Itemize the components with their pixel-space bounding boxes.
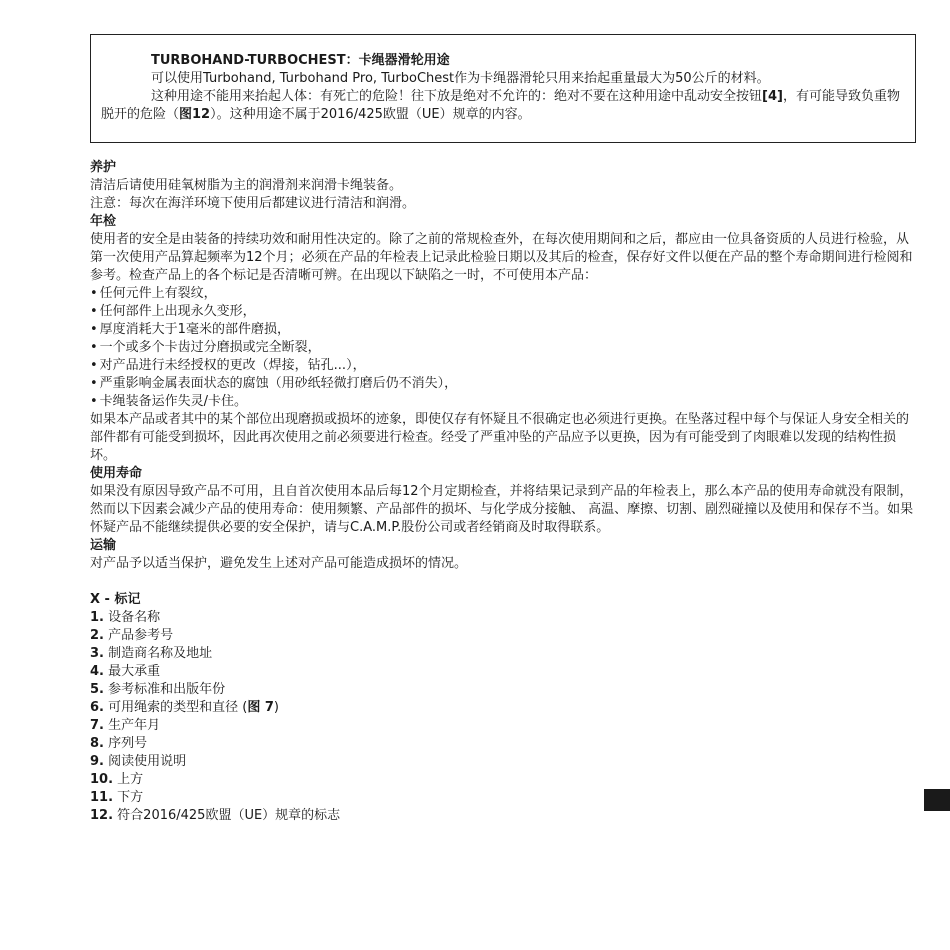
notice-text: ）。这种用途不属于2016/425欧盟（UE）规章的内容。 [210, 107, 531, 122]
marking-number: 10. [90, 772, 114, 787]
marking-item [90, 753, 916, 771]
transport-text: 对产品予以适当保护，避免发生上述对产品可能造成损坏的情况。 [90, 556, 468, 571]
marking-text: 可用绳索的类型和直径 ( [108, 700, 248, 715]
inspection-outro: 如果本产品或者其中的某个部位出现磨损或损坏的迹象，即使仅存有怀疑且不很确定也必须进行更换。在坠落过程中每个与保证人身安全相关的部件都有可能受到损坏，因此再次使用之前必须要进行检查。经受了严重冲坠的产品应予以更换，因为有可能受到了肉眼难以发现的结构性损坏。 [90, 412, 910, 463]
marking-text: 符合2016/425欧盟（UE）规章的标志 [117, 808, 341, 823]
marking-item [90, 627, 916, 645]
notice-paragraph-2 [101, 88, 905, 124]
marking-text: 上方 [117, 772, 144, 787]
notice-button-ref: [4] [762, 89, 783, 104]
defect-item: • 任何元件上有裂纹， [90, 285, 916, 303]
notice-figure-ref: 图12 [179, 107, 211, 122]
section-spacer [90, 573, 916, 591]
marking-number: 4. [90, 664, 104, 679]
marking-number: 12. [90, 808, 114, 823]
care-line-1: 清洁后请使用硅氧树脂为主的润滑剂来润滑卡绳装备。 [90, 178, 403, 193]
marking-number: 11. [90, 790, 114, 805]
lifespan-text: 如果没有原因导致产品不可用，且自首次使用本品后每12个月定期检查，并将结果记录到产品的年检表上，那么本产品的使用寿命就没有限制， 然而以下因素会减少产品的使用寿命：使用频繁、产品部件的损坏、与化学成分接触、 高温、摩擦、切割、剧烈碰撞以及使用和保存不当。如果怀疑产品不能继续提供必要的安全保护，请与C.A.M.P.股份公司或者经销商及时取得联系。 [90, 484, 914, 535]
marking-text: 参考标准和出版年份 [108, 682, 226, 697]
markings-list [90, 609, 916, 825]
markings-heading: X - 标记 [90, 592, 141, 607]
marking-text: ) [273, 700, 279, 715]
marking-item [90, 663, 916, 681]
usage-notice-box [90, 34, 916, 143]
marking-text: 最大承重 [108, 664, 161, 679]
marking-item [90, 771, 916, 789]
inspection-heading: 年检 [90, 214, 117, 229]
document-page [90, 34, 916, 825]
marking-text: 产品参考号 [108, 628, 174, 643]
notice-title: TURBOHAND-TURBOCHEST：卡绳器滑轮用途 [151, 53, 450, 68]
lifespan-heading: 使用寿命 [90, 466, 143, 481]
marking-text: 阅读使用说明 [108, 754, 187, 769]
marking-item [90, 645, 916, 663]
defect-item: • 严重影响金属表面状态的腐蚀（用砂纸轻微打磨后仍不消失）， [90, 375, 916, 393]
notice-text: 这种用途不能用来抬起人体：有死亡的危险！往下放是绝对不允许的：绝对不要在这种用途中乱动安全按钮 [151, 89, 763, 104]
main-content [90, 159, 916, 825]
marking-item [90, 807, 916, 825]
marking-number: 2. [90, 628, 104, 643]
defect-item: • 对产品进行未经授权的更改（焊接，钻孔...）， [90, 357, 916, 375]
inspection-intro: 使用者的安全是由装备的持续功效和耐用性决定的。除了之前的常规检查外，在每次使用期间和之后，都应由一位具备资质的人员进行检验，从第一次使用产品算起频率为12个月；必须在产品的年检表上记录此检验日期以及其后的检查，保存好文件以便在产品的整个寿命期间进行检阅和参考。检查产品上的各个标记是否清晰可辨。在出现以下缺陷之一时，不可使用本产品： [90, 232, 913, 283]
defect-item: • 厚度消耗大于1毫米的部件磨损， [90, 321, 916, 339]
marking-number: 9. [90, 754, 104, 769]
marking-text: 序列号 [108, 736, 148, 751]
language-tab-marker [924, 789, 950, 811]
marking-text: 制造商名称及地址 [108, 646, 213, 661]
marking-number: 1. [90, 610, 104, 625]
marking-text: 设备名称 [108, 610, 161, 625]
marking-item [90, 699, 916, 717]
defect-list [90, 285, 916, 411]
marking-number: 5. [90, 682, 104, 697]
defect-item: • 一个或多个卡齿过分磨损或完全断裂， [90, 339, 916, 357]
transport-heading: 运输 [90, 538, 117, 553]
care-heading: 养护 [90, 160, 117, 175]
care-line-2: 注意：每次在海洋环境下使用后都建议进行清洁和润滑。 [90, 196, 416, 211]
marking-item [90, 735, 916, 753]
marking-text: 下方 [117, 790, 144, 805]
marking-figure-ref: 图 7 [247, 700, 274, 715]
marking-number: 7. [90, 718, 104, 733]
defect-item: • 卡绳装备运作失灵/卡住。 [90, 393, 916, 411]
marking-item [90, 717, 916, 735]
marking-number: 8. [90, 736, 104, 751]
marking-number: 3. [90, 646, 104, 661]
marking-number: 6. [90, 700, 104, 715]
notice-text: ，有可能导致负重物脱开的危险（ [101, 89, 900, 122]
marking-item [90, 789, 916, 807]
notice-paragraph-1: 可以使用Turbohand, Turbohand Pro, TurboChest作为卡绳器滑轮只用来抬起重量最大为50公斤的材料。 [151, 71, 770, 86]
marking-item [90, 681, 916, 699]
defect-item: • 任何部件上出现永久变形， [90, 303, 916, 321]
marking-item [90, 609, 916, 627]
marking-text: 生产年月 [108, 718, 161, 733]
